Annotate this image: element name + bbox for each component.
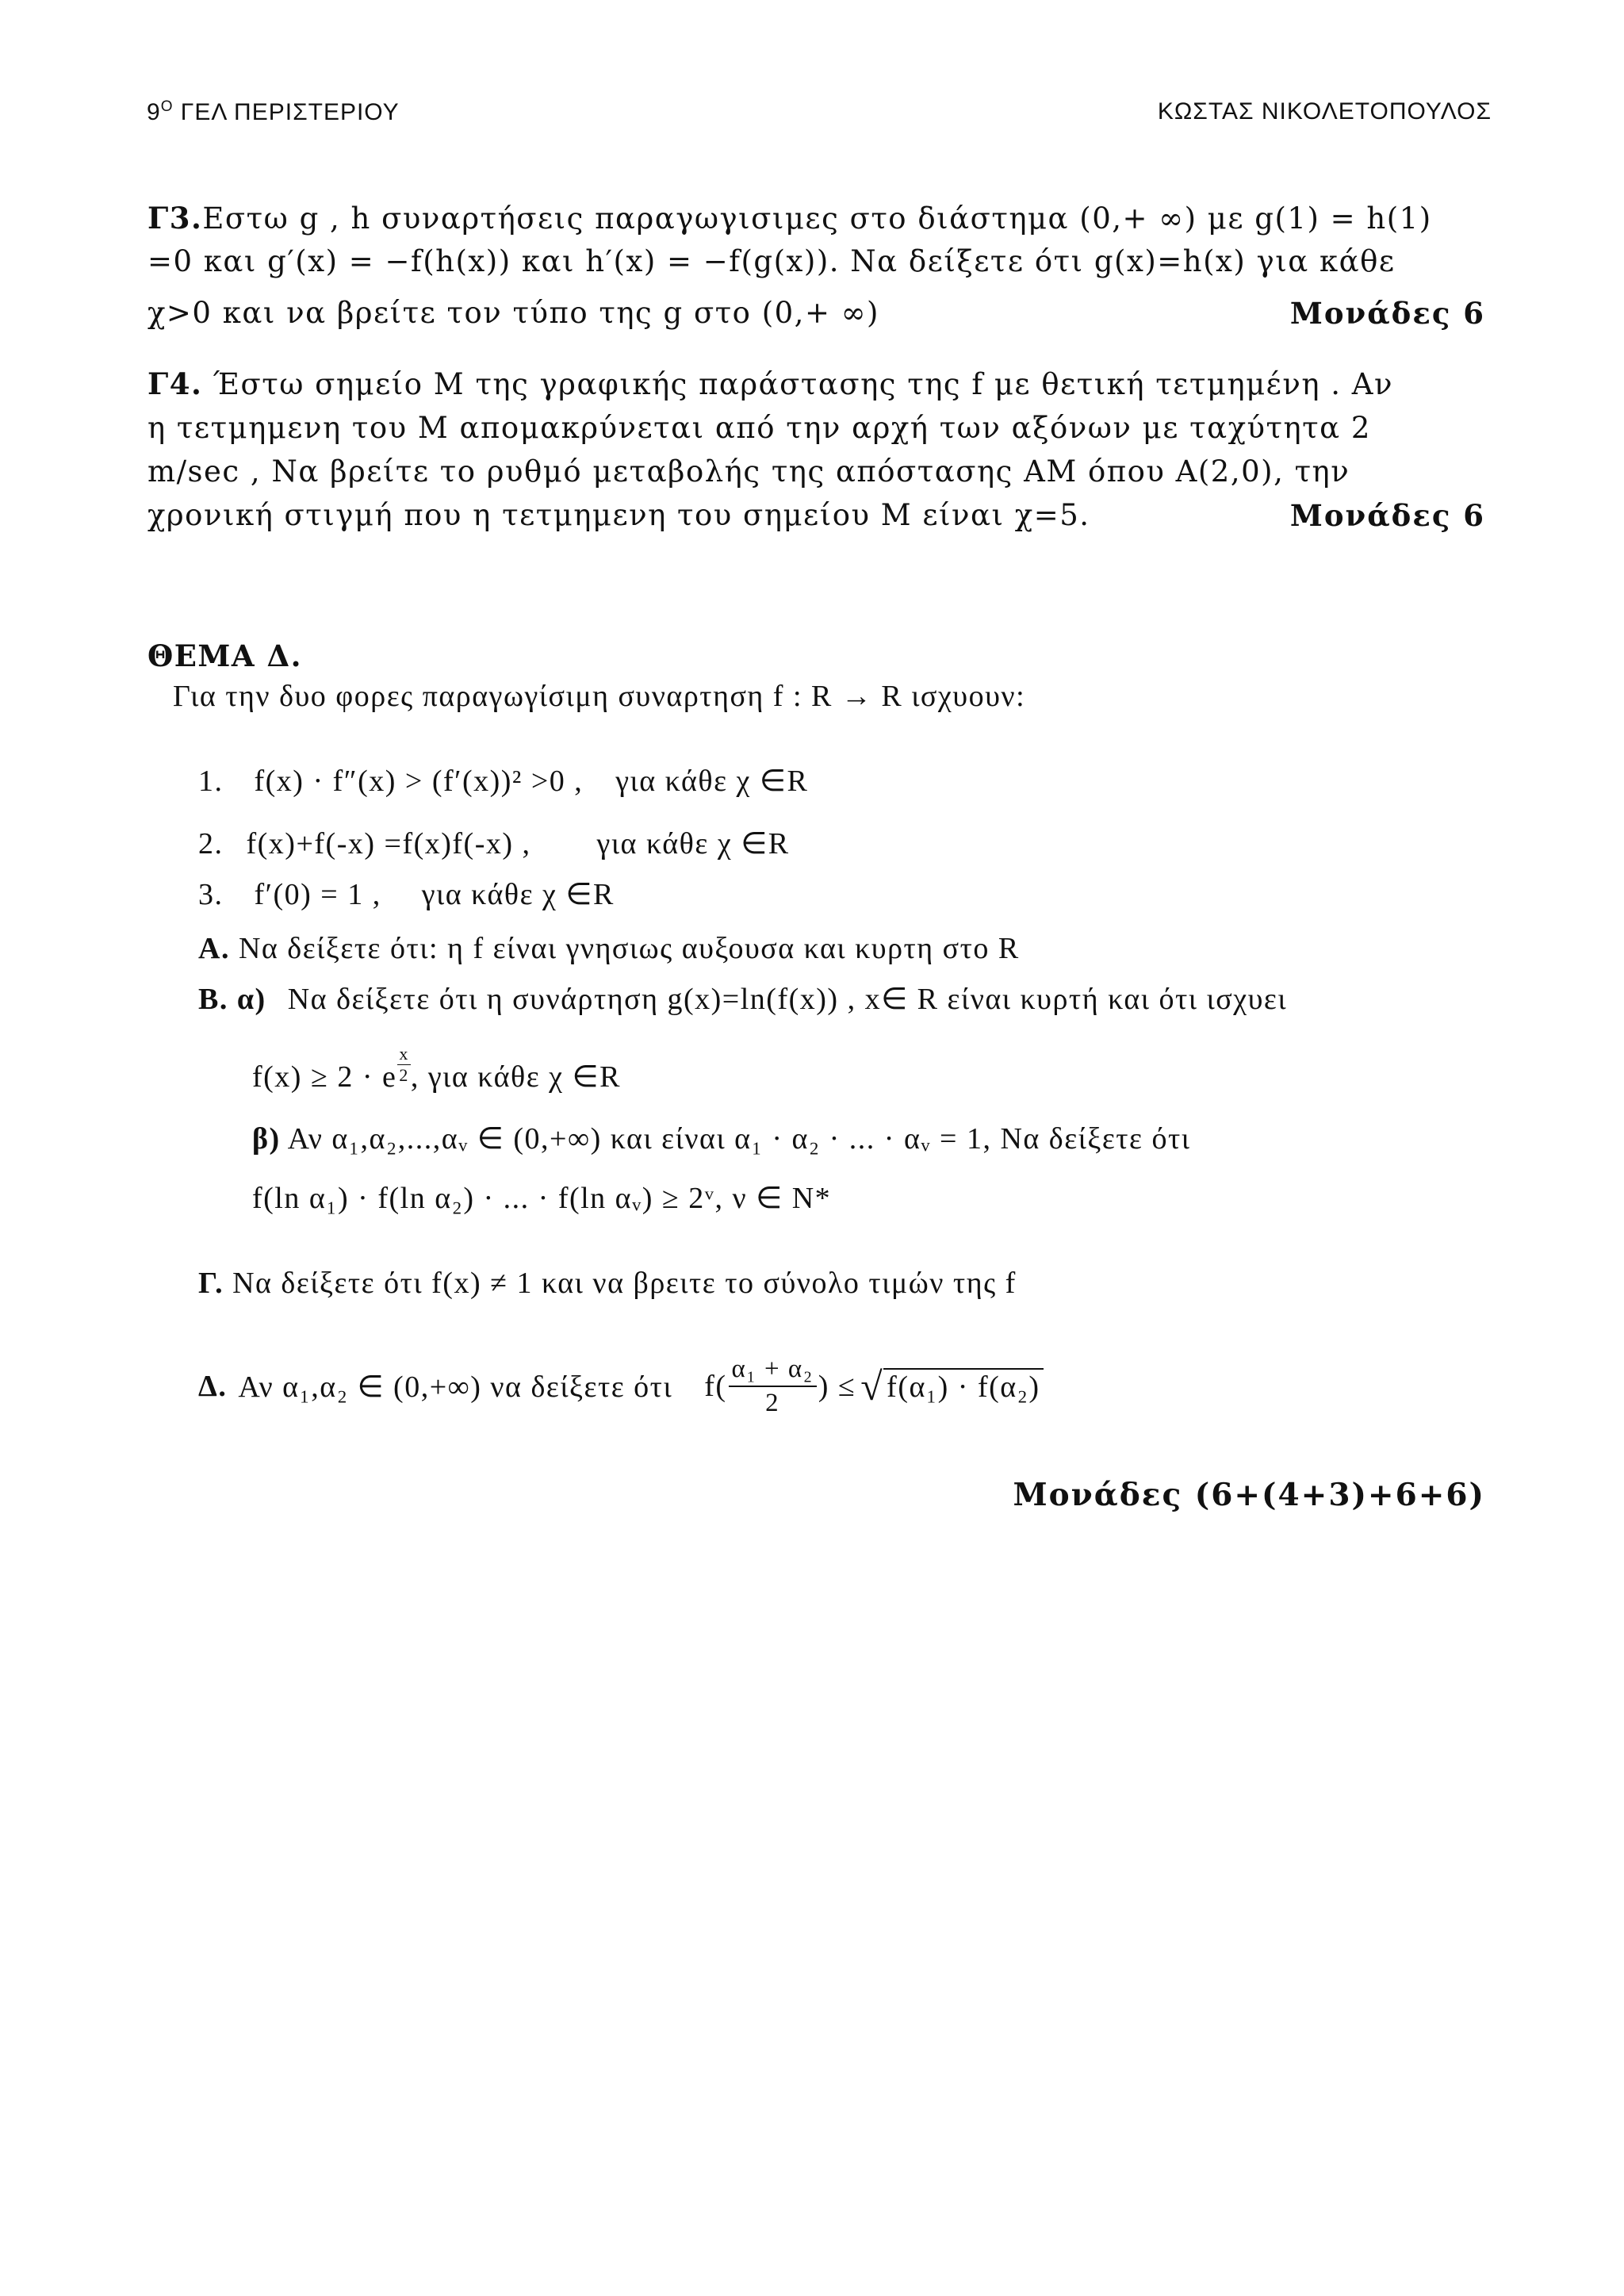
g4-line1-text: Έστω σημείο Μ της γραφικής παράστασης της f με θετική τετμημένη . Αν	[202, 367, 1393, 401]
g4-line-1	[147, 366, 1393, 401]
school-superscript: Ο	[160, 98, 174, 115]
g3-line3-text: χ>0 και να βρείτε τον τύπο της g στο (0,+ ∞)	[147, 296, 879, 330]
midpoint-fraction	[729, 1355, 817, 1418]
condition-2-number: 2.	[198, 827, 224, 861]
g3-line1-text: Εστω g , h συναρτήσεις παραγωγισιμες στο διάστημα (0,+ ∞) με g(1) = h(1)	[202, 201, 1432, 236]
inequality-quantifier: , για κάθε χ ∈R	[410, 1060, 621, 1094]
question-d-label: Δ.	[198, 1370, 228, 1403]
condition-1-quantifier: για κάθε χ ∈R	[615, 765, 809, 798]
square-root-radicand: f(α₁) · f(α₂)	[883, 1368, 1043, 1405]
question-b-beta-inequality: f(ln α₁) · f(ln α₂) · ... · f(ln αᵥ) ≥ 2ᵛ, ν ∈ N*	[252, 1182, 832, 1215]
question-a	[198, 931, 1020, 966]
author-header: ΚΩΣΤΑΣ ΝΙΚΟΛΕΤΟΠΟΥΛΟΣ	[1157, 98, 1492, 125]
condition-3-expression: f′(0) = 1 ,	[254, 878, 381, 911]
theme-d-marks: Μονάδες (6+(4+3)+6+6)	[1013, 1477, 1485, 1513]
question-b-beta-label: β)	[252, 1122, 281, 1156]
question-a-text: Να δείξετε ότι: η f είναι γνησιως αυξουσα και κυρτη στο R	[238, 932, 1020, 965]
question-c-text: Να δείξετε ότι f(x) ≠ 1 και να βρειτε το σύνολο τιμών της f	[232, 1267, 1017, 1300]
condition-1-number: 1.	[198, 765, 224, 798]
question-b-label: Β. α)	[198, 983, 266, 1016]
condition-2-expression: f(x)+f(-x) =f(x)f(-x) ,	[246, 827, 531, 861]
midpoint-numerator: α₁ + α₂	[729, 1355, 817, 1387]
g4-line-4: χρονική στιγμή που η τετμημενη του σημείου Μ είναι χ=5.	[147, 498, 1090, 532]
condition-3-number: 3.	[198, 878, 224, 911]
condition-1-expression: f(x) · f″(x) > (f′(x))² >0 ,	[254, 765, 584, 798]
condition-3-quantifier: για κάθε χ ∈R	[421, 878, 615, 911]
question-d-text: Αν α₁,α₂ ∈ (0,+∞) να δείξετε ότι	[238, 1370, 673, 1404]
g4-label: Γ4.	[147, 366, 203, 401]
question-d-f-open: f(	[704, 1370, 727, 1403]
g3-label: Γ3.	[147, 201, 203, 236]
g3-line-3	[147, 296, 879, 330]
theme-d-title: ΘΕΜΑ Δ.	[147, 638, 303, 673]
midpoint-denominator: 2	[765, 1389, 780, 1417]
question-c	[198, 1266, 1017, 1301]
g4-line-2: η τετμημενη του Μ απομακρύνεται από την αρχή των αξόνων με ταχύτητα 2	[147, 411, 1371, 445]
question-d	[198, 1355, 1044, 1418]
g4-marks: Μονάδες 6	[1289, 498, 1485, 533]
exponent-numerator: x	[399, 1044, 409, 1064]
school-header	[147, 98, 400, 126]
question-b-beta-text: Αν α₁,α₂,...,αᵥ ∈ (0,+∞) και είναι α₁ · α₂ · ... · αᵥ = 1, Να δείξετε ότι	[287, 1122, 1191, 1156]
school-prefix: 9	[147, 99, 161, 125]
question-b-alpha	[198, 981, 1287, 1017]
exponent-denominator: 2	[399, 1065, 409, 1085]
school-name: ΓΕΛ ΠΕΡΙΣΤΕΡΙΟΥ	[173, 99, 400, 125]
condition-1	[198, 763, 808, 799]
condition-3	[198, 876, 615, 912]
g3-line-2: =0 και g′(x) = −f(h(x)) και h′(x) = −f(g(x)). Να δείξετε ότι g(x)=h(x) για κάθε	[147, 244, 1396, 278]
inequality-left: f(x) ≥ 2 · e	[252, 1060, 397, 1094]
question-b-inequality	[252, 1044, 621, 1113]
exponent-fraction	[397, 1044, 411, 1086]
question-b-beta	[252, 1121, 1191, 1156]
question-c-label: Γ.	[198, 1267, 224, 1300]
theme-d-intro: Για την δυο φορες παραγωγίσιμη συναρτηση f : R → R ισχυουν:	[173, 680, 1026, 713]
square-root-icon: √	[860, 1364, 884, 1409]
g4-line-3: m/sec , Να βρείτε το ρυθμό μεταβολής της απόστασης ΑΜ όπου Α(2,0), την	[147, 454, 1350, 489]
g3-marks: Μονάδες 6	[1289, 296, 1485, 331]
g3-line-1	[147, 201, 1432, 236]
question-a-label: Α.	[198, 932, 230, 965]
condition-2-quantifier: για κάθε χ ∈R	[596, 827, 790, 861]
condition-2	[198, 826, 790, 861]
question-d-relation: ) ≤	[818, 1370, 856, 1403]
question-b-text: Να δείξετε ότι η συνάρτηση g(x)=ln(f(x)) , x∈ R είναι κυρτή και ότι ισχυει	[287, 983, 1288, 1016]
